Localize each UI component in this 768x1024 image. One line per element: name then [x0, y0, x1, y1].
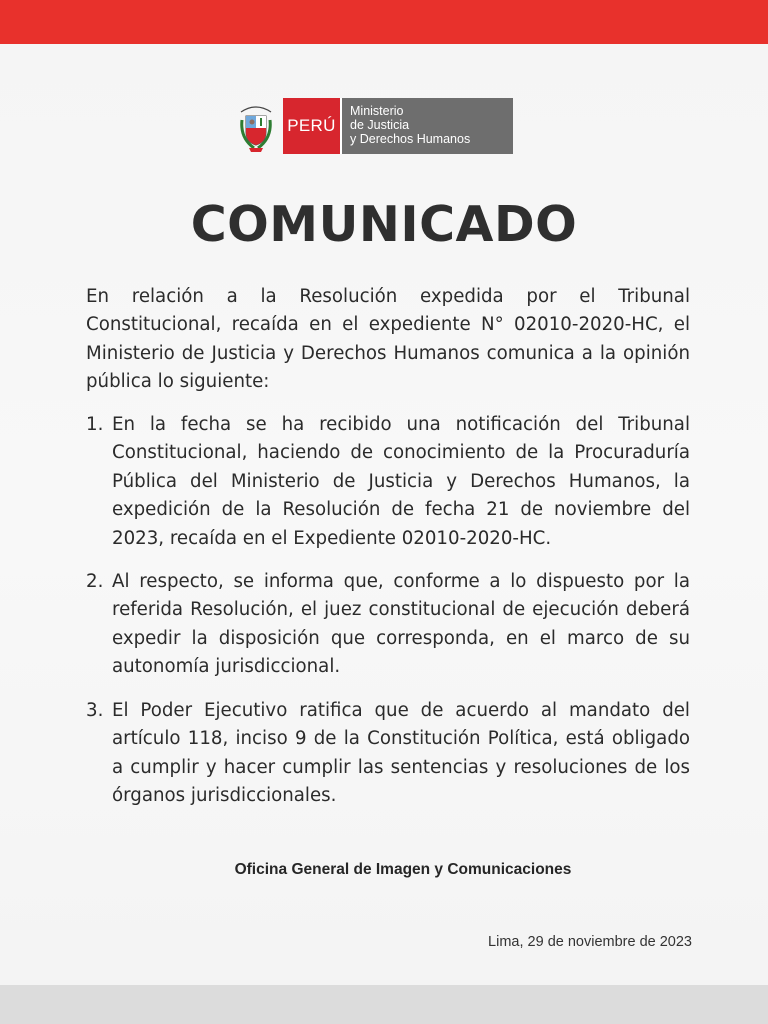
intro-paragraph: En relación a la Resolución expedida por el Tribunal Constitucional, recaída en el expediente N° 02010-2020-HC, el Ministerio de Justicia y Derechos Humanos comunica a la opinión pública lo siguiente:	[86, 286, 690, 393]
list-item	[86, 697, 690, 811]
list-item-number: 3.	[86, 700, 104, 721]
list-item-number: 1.	[86, 414, 104, 435]
list-item-text: Al respecto, se informa que, conforme a lo dispuesto por la referida Resolución, el juez constitucional de ejecución deberá expedir la disposición que corresponda, en el marco de su autonomía jurisdiccional.	[112, 571, 690, 678]
ministry-name-line-3: y Derechos Humanos	[350, 132, 471, 146]
coat-of-arms-icon	[236, 98, 276, 154]
issuing-office: Oficina General de Imagen y Comunicaciones	[234, 861, 572, 878]
ministry-logo	[236, 98, 513, 154]
list-item	[86, 568, 690, 682]
issue-date: Lima, 29 de noviembre de 2023	[488, 934, 692, 950]
peru-label: PERÚ	[283, 98, 340, 154]
bottom-bar	[0, 985, 768, 1024]
ministry-name-line-2: de Justicia	[350, 118, 410, 132]
ministry-name-line-1: Ministerio	[350, 104, 404, 118]
list-item-text: En la fecha se ha recibido una notificación del Tribunal Constitucional, haciendo de conocimiento de la Procuraduría Pública del Ministerio de Justicia y Derechos Humanos, la expedición de la Resolución de fecha 21 de noviembre del 2023, recaída en el Expediente 02010-2020-HC.	[112, 414, 690, 549]
ministry-name	[340, 98, 513, 154]
list-item	[86, 411, 690, 553]
list-item-number: 2.	[86, 571, 104, 592]
list-item-text: El Poder Ejecutivo ratifica que de acuerdo al mandato del artículo 118, inciso 9 de la Constitución Política, está obligado a cumplir y hacer cumplir las sentencias y resoluciones de los órganos jurisdiccionales.	[112, 700, 690, 807]
page-title: COMUNICADO	[190, 196, 578, 253]
top-accent-bar	[0, 0, 768, 44]
